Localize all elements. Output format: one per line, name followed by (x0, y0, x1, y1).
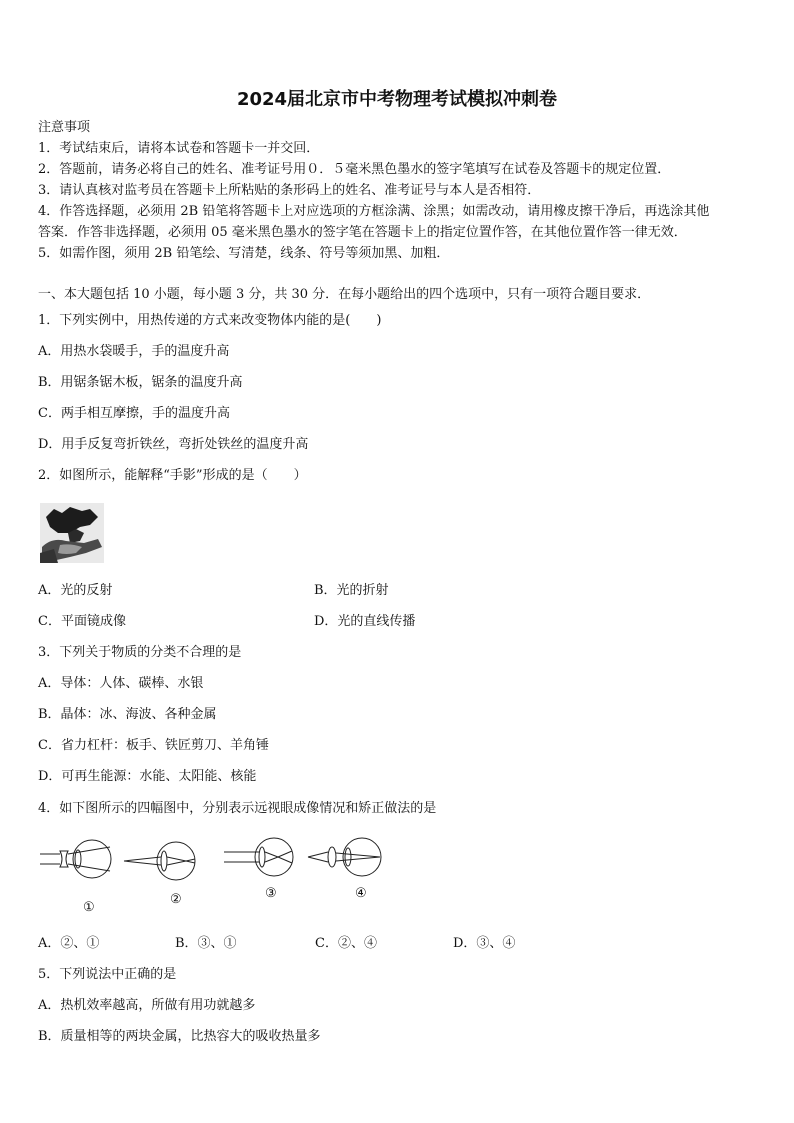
fig-label-3: ③ (265, 886, 277, 901)
fig-label-2: ② (170, 892, 182, 907)
eye-diagram-3 (224, 838, 293, 876)
q3-option-b: B．晶体：冰、海波、各种金属 (38, 707, 217, 722)
q1-option-c: C．两手相互摩擦，手的温度升高 (38, 406, 230, 421)
hand-shadow-figure (40, 503, 104, 563)
notice-item: 5．如需作图，须用 2B 铅笔绘、写清楚，线条、符号等须加黑、加粗． (38, 246, 450, 261)
q2-option-b: B．光的折射 (314, 583, 389, 598)
q2-option-c: C．平面镜成像 (38, 614, 126, 629)
q4-option-b: B．③、① (175, 936, 237, 951)
notice-item: 答案．作答非选择题，必须用 05 毫米黑色墨水的签字笔在答题卡上的指定位置作答，在其他位置作答一律无效． (38, 225, 687, 240)
fig-label-4: ④ (355, 886, 367, 901)
page-title: 2024届北京市中考物理考试模拟冲刺卷 (236, 89, 558, 110)
q3-option-c: C．省力杠杆：板手、铁匠剪刀、羊角锤 (38, 738, 269, 753)
q3-stem: 3．下列关于物质的分类不合理的是 (38, 645, 242, 660)
q2-stem: 2．如图所示，能解释“手影”形成的是（ ） (38, 468, 307, 483)
notice-heading: 注意事项 (38, 120, 91, 135)
eye-diagram-4 (308, 838, 381, 876)
q1-option-d: D．用手反复弯折铁丝，弯折处铁丝的温度升高 (38, 437, 309, 452)
notice-item: 2．答题前，请务必将自己的姓名、准考证号用０．５毫米黑色墨水的签字笔填写在试卷及答题卡的规定位置． (38, 162, 671, 177)
notice-item: 4．作答选择题，必须用 2B 铅笔将答题卡上对应选项的方框涂满、涂黑；如需改动，请用橡皮擦干净后，再选涂其他 (38, 204, 710, 219)
q5-option-b: B．质量相等的两块金属，比热容大的吸收热量多 (38, 1029, 321, 1044)
q4-option-a: A．②、① (38, 936, 100, 951)
q5-option-a: A．热机效率越高，所做有用功就越多 (38, 998, 256, 1013)
q4-option-c: C．②、④ (315, 936, 377, 951)
eye-diagram-2 (124, 842, 195, 880)
q4-option-d: D．③、④ (453, 936, 516, 951)
q4-stem: 4．如下图所示的四幅图中，分别表示远视眼成像情况和矫正做法的是 (38, 801, 437, 816)
q2-option-a: A．光的反射 (38, 583, 113, 598)
section-heading: 一、本大题包括 10 小题，每小题 3 分，共 30 分．在每小题给出的四个选项中，只有一项符合题目要求． (38, 287, 651, 302)
q1-option-b: B．用锯条锯木板，锯条的温度升高 (38, 375, 243, 390)
q2-option-d: D．光的直线传播 (314, 614, 416, 629)
q1-stem: 1．下列实例中，用热传递的方式来改变物体内能的是( ) (38, 313, 382, 328)
q3-option-d: D．可再生能源：水能、太阳能、核能 (38, 769, 257, 784)
eye-diagram-1 (40, 840, 111, 878)
fig-label-1: ① (83, 900, 95, 915)
notice-item: 3．请认真核对监考员在答题卡上所粘贴的条形码上的姓名、准考证号与本人是否相符． (38, 183, 541, 198)
q1-option-a: A．用热水袋暖手，手的温度升高 (38, 344, 230, 359)
q5-stem: 5．下列说法中正确的是 (38, 967, 177, 982)
notice-item: 1．考试结束后，请将本试卷和答题卡一并交回． (38, 141, 320, 156)
q3-option-a: A．导体：人体、碳棒、水银 (38, 676, 204, 691)
